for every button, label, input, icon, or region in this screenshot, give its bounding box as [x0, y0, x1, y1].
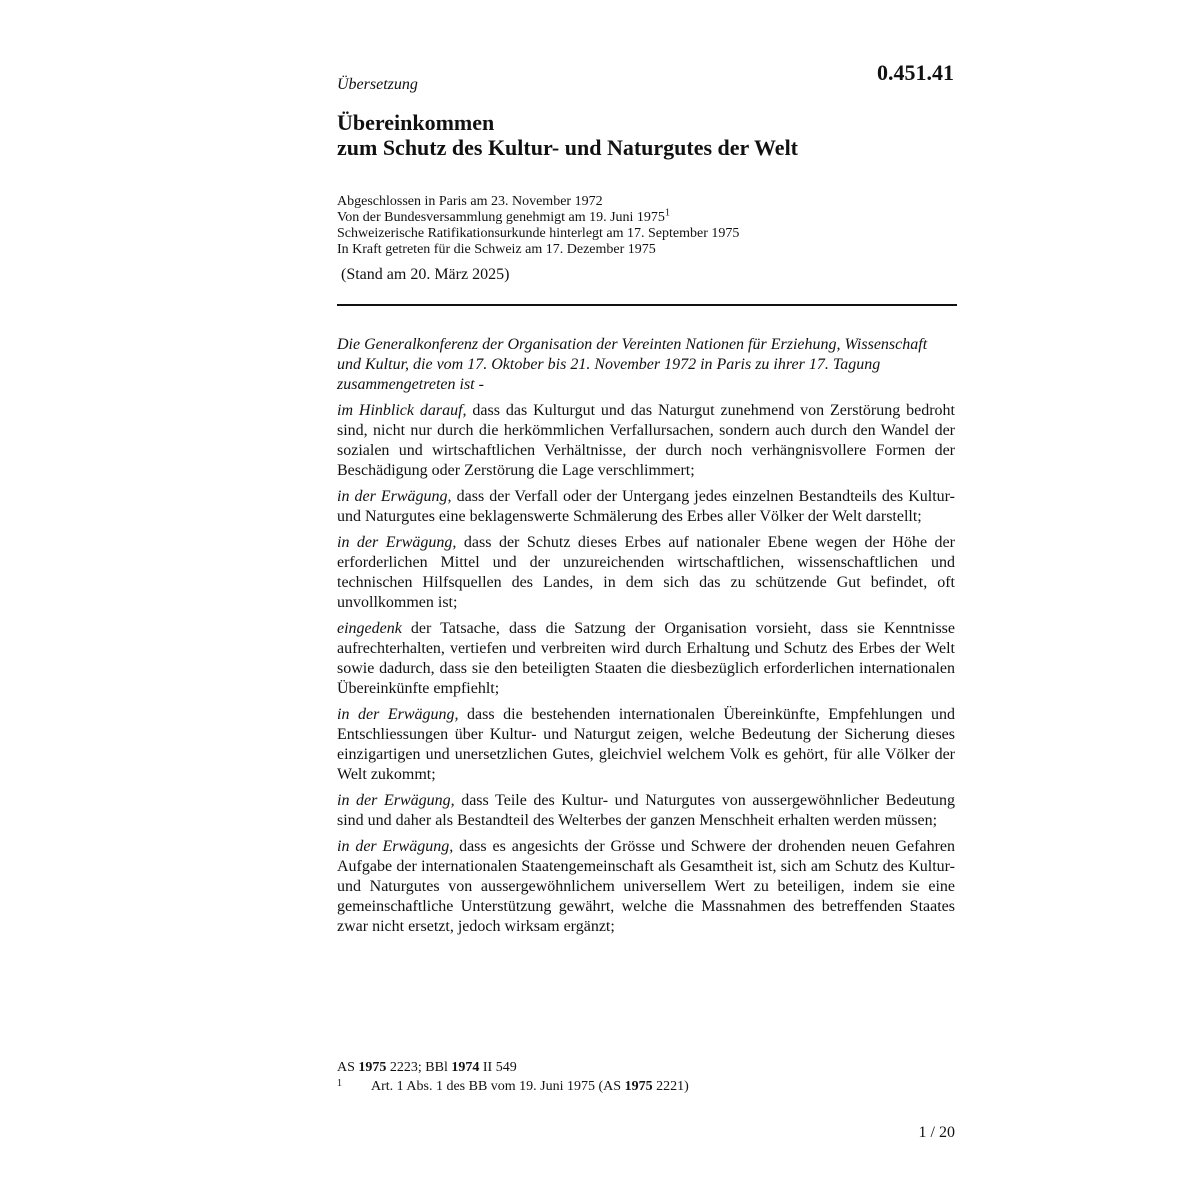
paragraph-lead: in der Erwägung, [337, 706, 459, 723]
bbl-rest: II 549 [479, 1060, 517, 1075]
preamble-paragraph [337, 401, 955, 481]
preamble [337, 335, 955, 943]
paragraph-text: dass die bestehenden internationalen Übereinkünfte, Empfehlungen und Entschliessungen über Kultur- und Naturgut zeigen, welche Bedeutung der Sicherung dieses einzigartigen und unersetzlichen Gutes, gleichviel welchem Volk es gehört, für alle Völker der Welt zukommt; [337, 706, 955, 783]
as-prefix: AS [337, 1060, 359, 1075]
footnotes [337, 1058, 957, 1096]
meta-in-force: In Kraft getreten für die Schweiz am 17. Dezember 1975 [337, 242, 656, 257]
meta-approved [337, 207, 957, 226]
footnote-year: 1975 [624, 1079, 653, 1094]
document-title [337, 110, 957, 160]
paragraph-text: der Tatsache, dass die Satzung der Organisation vorsieht, dass sie Kenntnisse aufrechterhalten, vertiefen und verbreiten wird durch Erhaltung und Schutz des Erbes der Welt sowie dadurch, dass sie den beteiligten Staaten die diesbezüglich erforderlichen internationalen Übereinkünfte empfiehlt; [337, 620, 955, 697]
title-line-2: zum Schutz des Kultur- und Naturgutes der Welt [337, 135, 799, 160]
paragraph-lead: eingedenk [337, 620, 402, 637]
header-divider [337, 304, 957, 306]
paragraph-lead: in der Erwägung, [337, 838, 454, 855]
footnote-ref-1[interactable]: 1 [664, 207, 670, 219]
preamble-paragraph [337, 487, 955, 527]
paragraph-lead: in der Erwägung, [337, 792, 455, 809]
paragraph-lead: in der Erwägung, [337, 534, 457, 551]
as-year: 1975 [358, 1060, 387, 1075]
footnote-text-b: 2221) [652, 1079, 689, 1094]
footnote-text [337, 1077, 957, 1096]
paragraph-lead: in der Erwägung, [337, 488, 452, 505]
footnote-1 [337, 1077, 957, 1096]
treaty-metadata [337, 194, 957, 258]
preamble-paragraph [337, 705, 955, 785]
footnote-number: 1 [337, 1078, 342, 1089]
paragraph-text: dass Teile des Kultur- und Naturgutes von aussergewöhnlicher Bedeutung sind und daher als Bestandteil des Welterbes der ganzen Menschheit erhalten werden müssen; [337, 792, 955, 829]
bbl-year: 1974 [451, 1060, 480, 1075]
footnote-text-a: Art. 1 Abs. 1 des BB vom 19. Juni 1975 (AS [371, 1079, 625, 1094]
paragraph-text: dass der Verfall oder der Untergang jedes einzelnen Bestandteils des Kultur- und Naturgutes eine beklagenswerte Schmälerung des Erbes aller Völker der Welt darstellt; [337, 488, 955, 525]
preamble-intro: Die Generalkonferenz der Organisation der Vereinten Nationen für Erziehung, Wissenschaft und Kultur, die vom 17. Oktober bis 21. November 1972 in Paris zu ihrer 17. Tagung zusammengetreten ist - [337, 336, 928, 393]
sr-number: 0.451.41 [877, 60, 954, 85]
preamble-paragraph [337, 791, 955, 831]
meta-concluded: Abgeschlossen in Paris am 23. November 1972 [337, 194, 603, 209]
preamble-paragraph [337, 619, 955, 699]
paragraph-text: dass es angesichts der Grösse und Schwere der drohenden neuen Gefahren Aufgabe der internationalen Staatengemeinschaft als Gesamtheit ist, sich am Schutz des Kultur- und Naturgutes von aussergewöhnlichem universellem Wert zu beteiligen, indem sie eine gemeinschaftliche Unterstützung gewährt, welche die Massnahmen des betreffenden Staates zwar nicht ersetzt, jedoch wirksam ergänzt; [337, 838, 955, 935]
paragraph-lead: im Hinblick darauf, [337, 402, 467, 419]
translation-label: Übersetzung [337, 76, 418, 93]
status-date: (Stand am 20. März 2025) [341, 266, 510, 283]
preamble-paragraph [337, 837, 955, 937]
as-page: 2223; BBl [386, 1060, 452, 1075]
paragraph-text: dass das Kulturgut und das Naturgut zunehmend von Zerstörung bedroht sind, nicht nur durch die herkömmlichen Verfallursachen, sondern auch durch den Wandel der sozialen und wirtschaftlichen Verhältnisse, der durch noch verhängnisvollere Formen der Beschädigung oder Zerstörung die Lage verschlimmert; [337, 402, 955, 479]
meta-ratification: Schweizerische Ratifikationsurkunde hinterlegt am 17. September 1975 [337, 226, 740, 241]
page-number: 1 / 20 [918, 1124, 955, 1141]
source-reference [337, 1058, 957, 1077]
title-line-1: Übereinkommen [337, 110, 495, 135]
meta-approved-text: Von der Bundesversammlung genehmigt am 19. Juni 1975 [337, 210, 665, 225]
preamble-paragraph [337, 533, 955, 613]
paragraph-text: dass der Schutz dieses Erbes auf nationaler Ebene wegen der Höhe der erforderlichen Mittel und der unzureichenden wirtschaftlichen, wissenschaftlichen und technischen Hilfsquellen des Landes, in dem sich das zu schützende Gut befindet, oft unvollkommen ist; [337, 534, 955, 611]
